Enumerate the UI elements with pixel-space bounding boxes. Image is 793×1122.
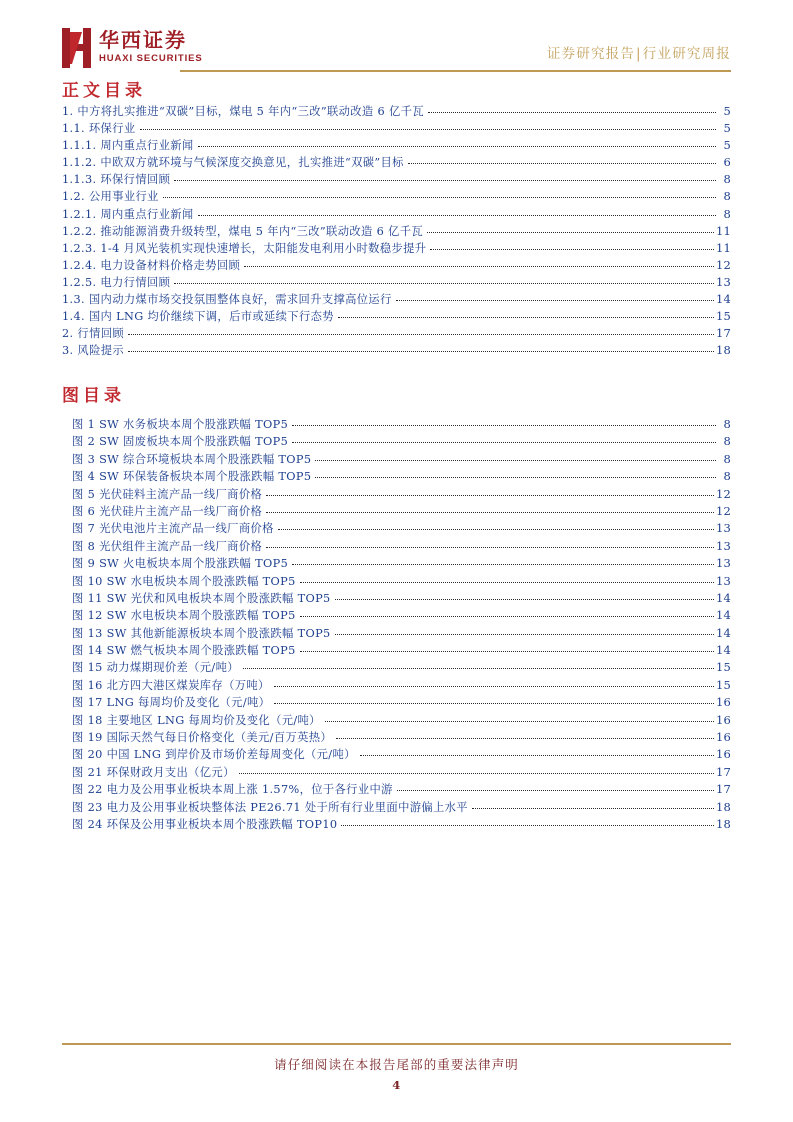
toc-entry-page-number: 14: [715, 625, 731, 640]
toc-dot-leader: [274, 694, 714, 706]
toc-entry[interactable]: [62, 120, 731, 137]
toc-entry-label: 图 2 SW 固废板块本周个股涨跌幅 TOP5: [72, 435, 289, 449]
toc-entry[interactable]: [62, 171, 731, 188]
toc-entry-page-number: 15: [715, 677, 731, 692]
header-divider: [180, 70, 731, 72]
toc-entry[interactable]: [62, 257, 731, 274]
toc-dot-leader: [300, 607, 714, 619]
toc-entry-label: 图 18 主要地区 LNG 每周均价及变化（元/吨）: [72, 713, 321, 727]
toc-entry[interactable]: [72, 503, 731, 520]
toc-dot-leader: [243, 659, 714, 671]
toc-entry-page-number: 16: [715, 747, 731, 762]
toc-entry-label: 图 17 LNG 每周均价及变化（元/吨）: [72, 696, 271, 710]
toc-dot-leader: [428, 103, 716, 115]
toc-entry[interactable]: [62, 137, 731, 154]
toc-dot-leader: [338, 308, 714, 320]
toc-entry[interactable]: [72, 781, 731, 798]
toc-dot-leader: [408, 154, 716, 166]
toc-entry-label: 3. 风险提示: [62, 344, 125, 358]
toc-dot-leader: [292, 555, 714, 567]
toc-entry-page-number: 6: [723, 155, 731, 170]
toc-dot-leader: [292, 433, 716, 445]
toc-dot-leader: [274, 677, 714, 689]
toc-entry-page-number: 14: [715, 643, 731, 658]
toc-entry-label: 图 11 SW 光伏和风电板块本周个股涨跌幅 TOP5: [72, 591, 331, 605]
toc-entry-label: 1.1.3. 环保行情回顾: [62, 173, 171, 187]
toc-entry-label: 1.2.2. 推动能源消费升级转型，煤电 5 年内“三改”联动改造 6 亿千瓦: [62, 224, 423, 238]
toc-dot-leader: [430, 240, 714, 252]
figure-toc-heading: 图目录: [62, 386, 125, 406]
toc-entry-label: 图 7 光伏电池片主流产品一线厂商价格: [72, 522, 274, 536]
company-logo: [62, 28, 203, 68]
toc-entry-label: 图 9 SW 火电板块本周个股涨跌幅 TOP5: [72, 557, 289, 571]
toc-dot-leader: [315, 451, 716, 463]
toc-entry-page-number: 16: [715, 712, 731, 727]
toc-entry-label: 1.2.4. 电力设备材料价格走势回顾: [62, 258, 241, 272]
toc-dot-leader: [335, 625, 714, 637]
toc-entry-label: 1.1.1. 周内重点行业新闻: [62, 139, 194, 153]
toc-entry-label: 1.2.3. 1-4 月风光装机实现快速增长，太阳能发电利用小时数稳步提升: [62, 241, 427, 255]
toc-entry-page-number: 8: [723, 451, 731, 466]
toc-dot-leader: [239, 764, 714, 776]
toc-entry[interactable]: [62, 274, 731, 291]
toc-entry-page-number: 17: [715, 782, 731, 797]
toc-entry-label: 图 3 SW 综合环境板块本周个股涨跌幅 TOP5: [72, 452, 312, 466]
toc-entry-label: 图 5 光伏硅料主流产品一线厂商价格: [72, 487, 263, 501]
toc-entry-label: 图 22 电力及公用事业板块本周上涨 1.57%，位于各行业中游: [72, 783, 393, 797]
toc-entry-label: 图 16 北方四大港区煤炭库存（万吨）: [72, 678, 270, 692]
toc-entry-page-number: 14: [715, 608, 731, 623]
toc-entry-label: 图 4 SW 环保装备板块本周个股涨跌幅 TOP5: [72, 470, 312, 484]
toc-entry-page-number: 15: [715, 660, 731, 675]
toc-entry-page-number: 11: [715, 240, 731, 255]
toc-entry-page-number: 8: [723, 189, 731, 204]
main-toc-list: [62, 103, 731, 359]
toc-entry-label: 1. 中方将扎实推进“双碳”目标，煤电 5 年内“三改”联动改造 6 亿千瓦: [62, 105, 424, 118]
toc-entry[interactable]: [62, 291, 731, 308]
toc-entry-page-number: 15: [715, 309, 731, 324]
toc-entry[interactable]: [72, 538, 731, 555]
report-type-label: 证券研究报告: [546, 46, 636, 62]
toc-dot-leader: [140, 120, 717, 132]
toc-dot-leader: [174, 274, 714, 286]
toc-dot-leader: [397, 781, 714, 793]
toc-entry-label: 图 24 环保及公用事业板块本周个股涨跌幅 TOP10: [72, 817, 338, 831]
toc-dot-leader: [198, 137, 716, 149]
toc-entry-label: 图 10 SW 水电板块本周个股涨跌幅 TOP5: [72, 574, 296, 588]
toc-entry-page-number: 14: [715, 590, 731, 605]
toc-entry[interactable]: [72, 468, 731, 485]
toc-dot-leader: [163, 188, 716, 200]
toc-dot-leader: [396, 291, 714, 303]
toc-entry-page-number: 13: [715, 538, 731, 553]
toc-entry-page-number: 18: [715, 799, 731, 814]
toc-entry[interactable]: [72, 659, 731, 676]
toc-entry-page-number: 8: [723, 172, 731, 187]
toc-entry-page-number: 11: [715, 223, 731, 238]
toc-entry-label: 1.2.5. 电力行情回顾: [62, 275, 171, 289]
toc-entry-label: 图 12 SW 水电板块本周个股涨跌幅 TOP5: [72, 609, 296, 623]
report-subtype-label: 行业研究周报: [642, 46, 731, 62]
toc-entry-page-number: 12: [715, 503, 731, 518]
header-report-label: [547, 42, 731, 62]
toc-entry[interactable]: [72, 590, 731, 607]
toc-entry-page-number: 16: [715, 695, 731, 710]
toc-entry-page-number: 18: [715, 343, 731, 358]
toc-entry-label: 1.1. 环保行业: [62, 122, 136, 136]
toc-dot-leader: [174, 171, 716, 183]
toc-dot-leader: [336, 729, 714, 741]
toc-entry-page-number: 8: [723, 206, 731, 221]
toc-entry[interactable]: [72, 555, 731, 572]
toc-entry-page-number: 8: [723, 434, 731, 449]
toc-dot-leader: [292, 416, 716, 428]
toc-entry-label: 图 8 光伏组件主流产品一线厂商价格: [72, 539, 263, 553]
toc-entry[interactable]: [72, 451, 731, 468]
logo-chinese-name: 华西证券: [99, 28, 187, 52]
toc-entry[interactable]: [72, 712, 731, 729]
toc-entry[interactable]: [72, 416, 731, 433]
toc-dot-leader: [244, 257, 714, 269]
toc-entry-page-number: 14: [715, 292, 731, 307]
toc-entry-page-number: 5: [723, 104, 731, 118]
toc-entry[interactable]: [72, 642, 731, 659]
toc-entry-label: 2. 行情回顾: [62, 327, 125, 341]
page-footer: [62, 1043, 731, 1092]
toc-entry-page-number: 17: [715, 764, 731, 779]
page-number: 4: [392, 1078, 401, 1092]
header-separator: |: [636, 46, 642, 62]
logo-wordmark: [99, 28, 203, 65]
toc-dot-leader: [278, 520, 714, 532]
toc-entry-label: 图 1 SW 水务板块本周个股涨跌幅 TOP5: [72, 418, 289, 431]
figure-toc-list: [72, 416, 731, 833]
main-toc-heading: 正文目录: [62, 81, 146, 101]
toc-entry-label: 图 23 电力及公用事业板块整体法 PE26.71 处于所有行业里面中游偏上水平: [72, 800, 468, 814]
toc-entry[interactable]: [62, 154, 731, 171]
toc-dot-leader: [300, 642, 714, 654]
toc-entry[interactable]: [62, 103, 731, 120]
footer-divider: [62, 1043, 731, 1045]
toc-dot-leader: [427, 223, 714, 235]
toc-entry-page-number: 16: [715, 730, 731, 745]
toc-entry-page-number: 12: [715, 257, 731, 272]
toc-entry-label: 1.4. 国内 LNG 均价继续下调，后市或延续下行态势: [62, 310, 334, 324]
toc-entry-label: 图 14 SW 燃气板块本周个股涨跌幅 TOP5: [72, 644, 296, 658]
toc-entry-label: 图 6 光伏硅片主流产品一线厂商价格: [72, 504, 263, 518]
toc-dot-leader: [325, 712, 714, 724]
toc-dot-leader: [266, 486, 714, 498]
toc-entry[interactable]: [72, 433, 731, 450]
toc-entry-label: 1.2.1. 周内重点行业新闻: [62, 207, 194, 221]
toc-entry[interactable]: [72, 799, 731, 816]
toc-dot-leader: [266, 503, 714, 515]
toc-dot-leader: [266, 538, 714, 550]
toc-dot-leader: [198, 206, 716, 218]
toc-entry[interactable]: [62, 240, 731, 257]
huaxi-logo-icon: [62, 28, 92, 68]
toc-entry-label: 1.3. 国内动力煤市场交投氛围整体良好，需求回升支撑高位运行: [62, 293, 392, 307]
toc-entry-label: 图 20 中国 LNG 到岸价及市场价差每周变化（元/吨）: [72, 748, 356, 762]
toc-entry[interactable]: [72, 764, 731, 781]
toc-entry-label: 图 21 环保财政月支出（亿元）: [72, 765, 235, 779]
toc-entry-page-number: 13: [715, 274, 731, 289]
toc-entry-label: 图 15 动力煤期现价差（元/吨）: [72, 661, 239, 675]
toc-entry[interactable]: [72, 816, 731, 833]
toc-dot-leader: [472, 799, 714, 811]
toc-entry[interactable]: [72, 607, 731, 624]
toc-entry-page-number: 5: [723, 138, 731, 153]
footer-legal-note: 请仔细阅读在本报告尾部的重要法律声明: [274, 1057, 519, 1073]
toc-entry-page-number: 12: [715, 486, 731, 501]
toc-entry[interactable]: [62, 342, 731, 359]
toc-entry-page-number: 18: [715, 816, 731, 831]
toc-dot-leader: [300, 573, 714, 585]
toc-entry-label: 1.1.2. 中欧双方就环境与气候深度交换意见，扎实推进“双碳”目标: [62, 156, 404, 170]
toc-dot-leader: [341, 816, 714, 828]
toc-entry-page-number: 8: [723, 417, 731, 431]
toc-entry[interactable]: [72, 486, 731, 503]
toc-entry-page-number: 13: [715, 573, 731, 588]
toc-entry-page-number: 13: [715, 556, 731, 571]
toc-dot-leader: [360, 746, 714, 758]
toc-entry-page-number: 5: [723, 121, 731, 136]
toc-entry[interactable]: [62, 325, 731, 342]
toc-entry-page-number: 13: [715, 521, 731, 536]
toc-entry-label: 图 19 国际天然气每日价格变化（美元/百万英热）: [72, 731, 333, 745]
toc-entry[interactable]: [72, 520, 731, 537]
toc-entry-label: 图 13 SW 其他新能源板块本周个股涨跌幅 TOP5: [72, 626, 331, 640]
toc-dot-leader: [335, 590, 714, 602]
logo-english-name: HUAXI SECURITIES: [99, 53, 203, 64]
toc-entry[interactable]: [72, 746, 731, 763]
toc-entry[interactable]: [62, 308, 731, 325]
toc-entry[interactable]: [62, 206, 731, 223]
toc-entry[interactable]: [72, 694, 731, 711]
toc-entry[interactable]: [62, 223, 731, 240]
toc-entry[interactable]: [72, 625, 731, 642]
toc-entry-page-number: 17: [715, 326, 731, 341]
toc-entry-label: 1.2. 公用事业行业: [62, 190, 159, 204]
toc-entry[interactable]: [72, 573, 731, 590]
page-header: [0, 0, 793, 78]
toc-entry[interactable]: [72, 677, 731, 694]
toc-dot-leader: [128, 325, 714, 337]
toc-entry[interactable]: [72, 729, 731, 746]
toc-dot-leader: [128, 342, 714, 354]
toc-entry[interactable]: [62, 188, 731, 205]
toc-dot-leader: [315, 468, 716, 480]
toc-entry-page-number: 8: [723, 469, 731, 484]
